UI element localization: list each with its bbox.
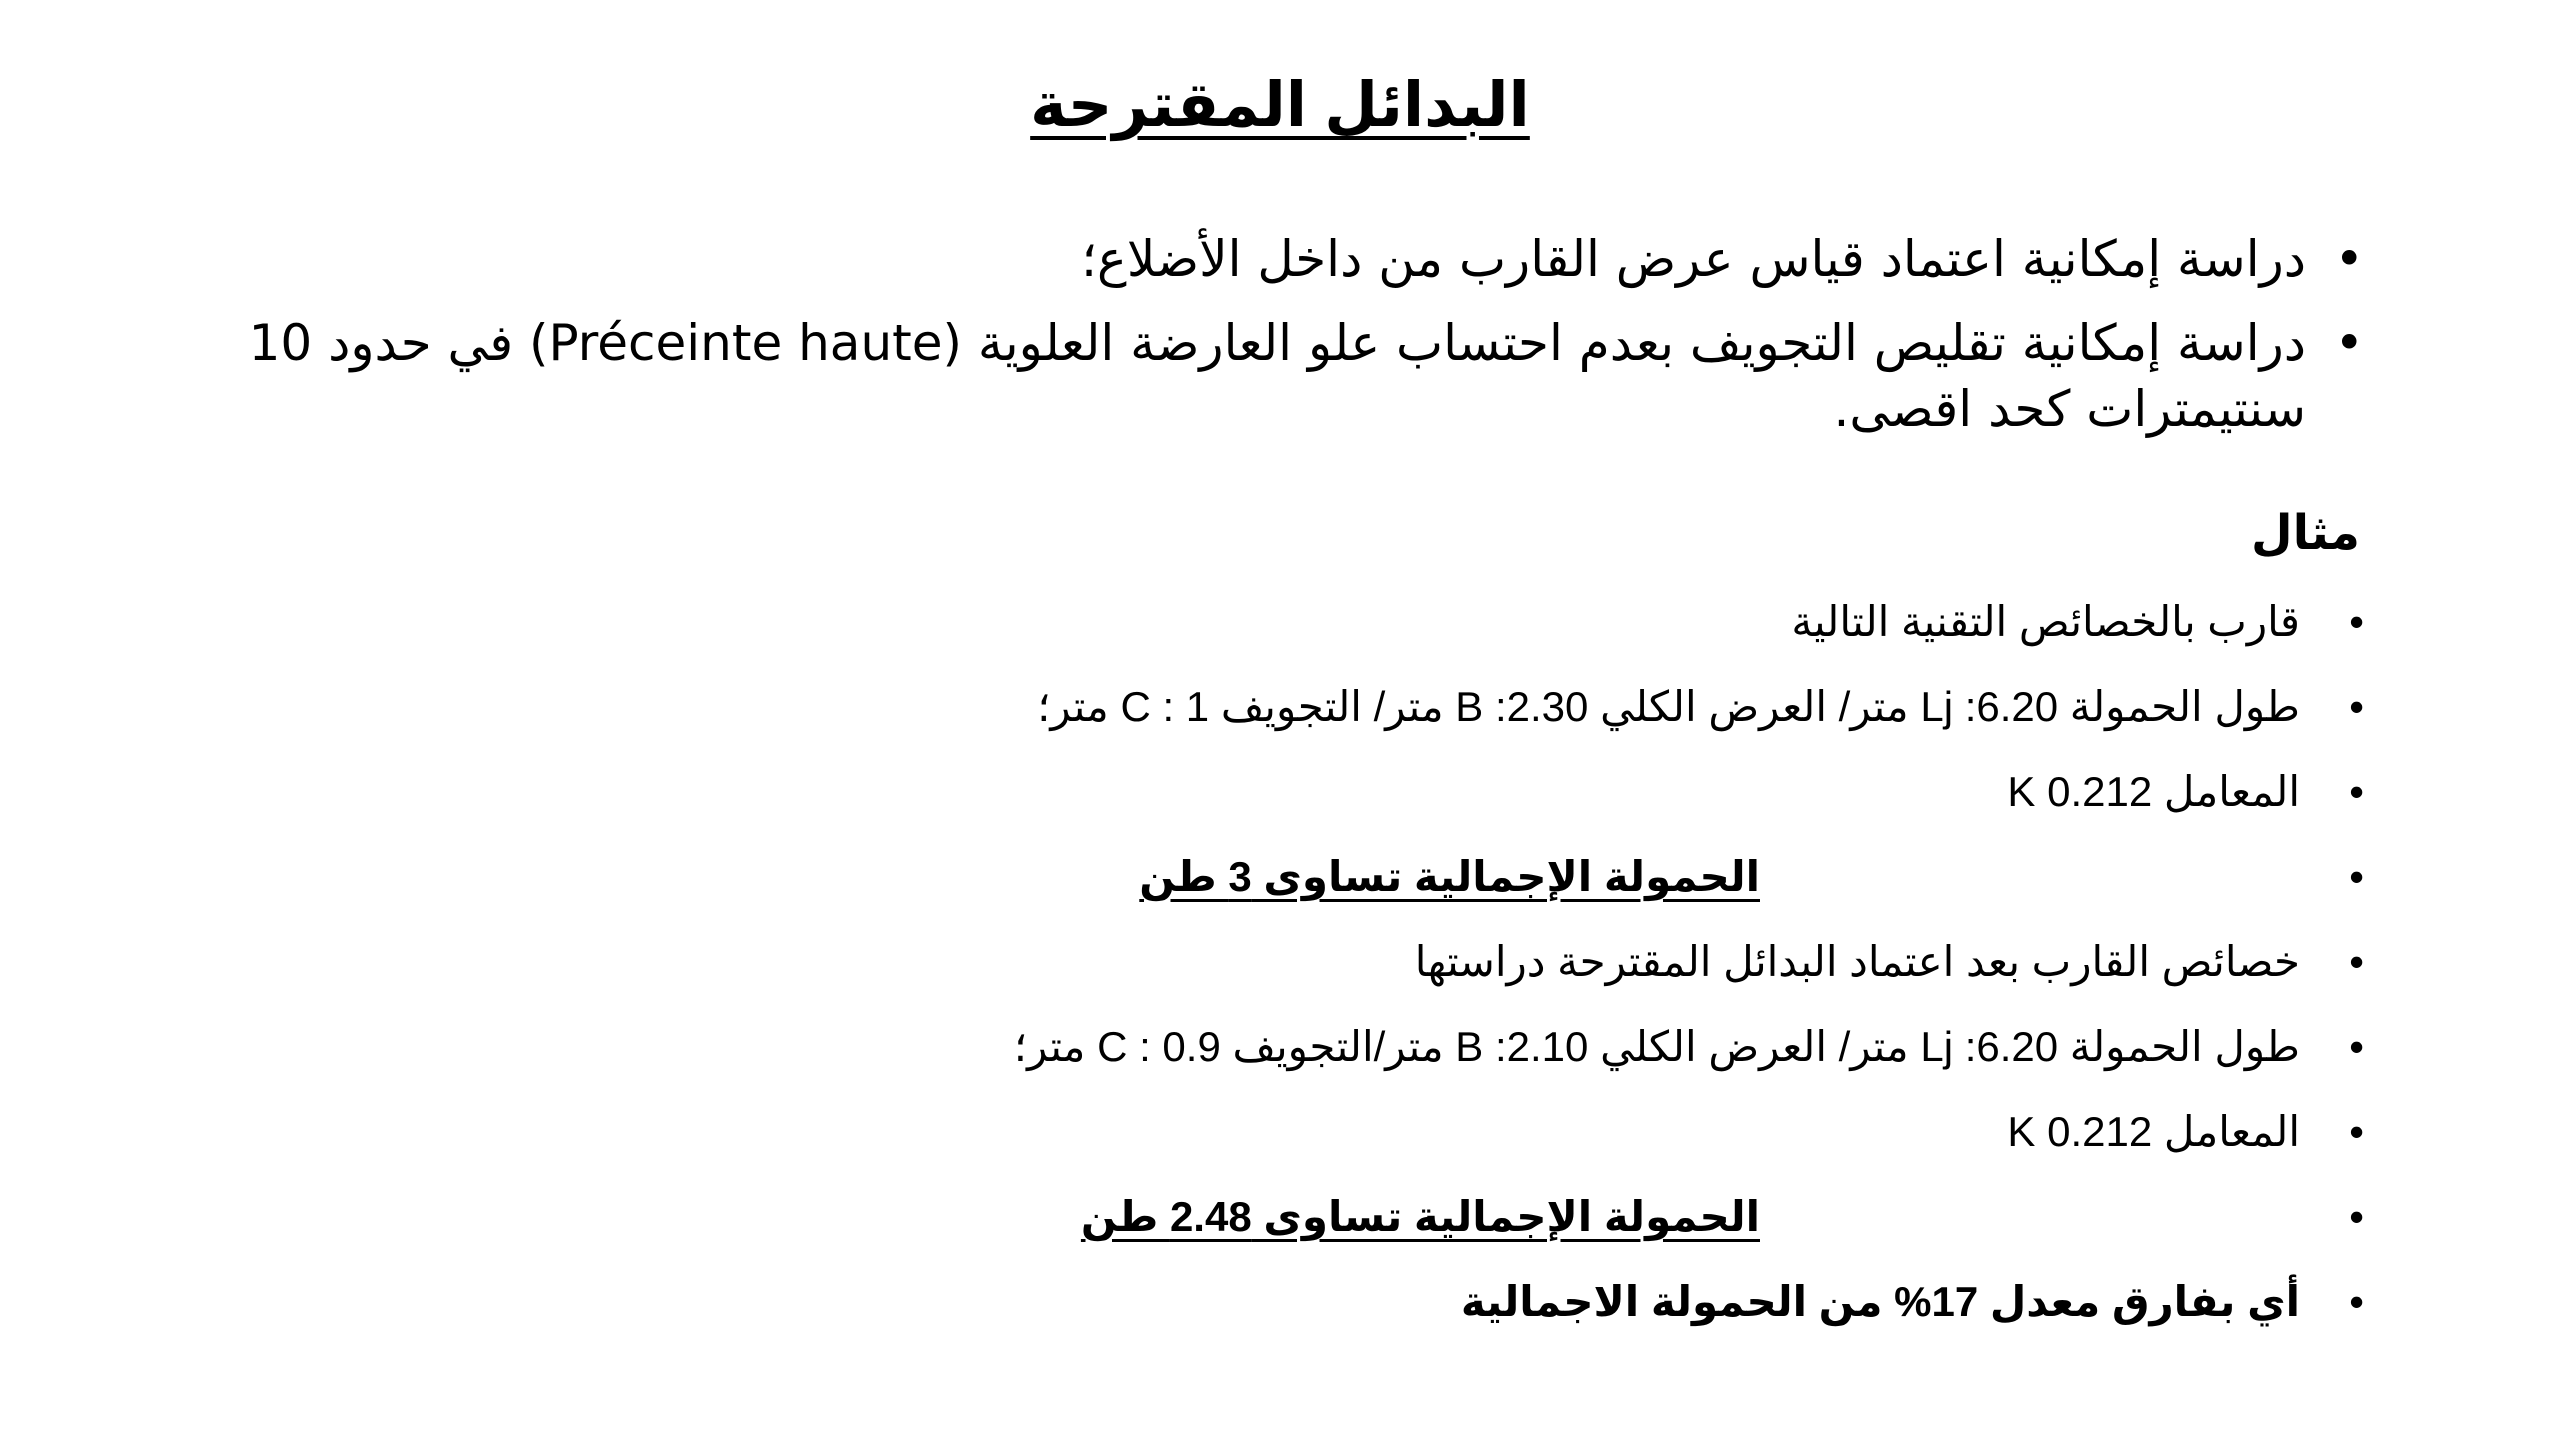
example-item	[264, 1021, 2364, 1073]
example-list	[264, 596, 2364, 1361]
bullet-icon: •	[2349, 683, 2364, 730]
total-load-item	[264, 851, 2364, 903]
example-item	[264, 1106, 2364, 1158]
example-item-text: قارب بالخصائص التقنية التالية	[1791, 598, 2300, 645]
bullet-icon: •	[2349, 1193, 2364, 1240]
bullet-icon: •	[2334, 230, 2364, 288]
proposal-text: دراسة إمكانية تقليص التجويف بعدم احتساب علو العارضة العلوية (Préceinte haute) في حدود 10 سنتيمترات كحد اقصى.	[248, 314, 2306, 438]
bullet-icon: •	[2349, 768, 2364, 815]
example-item-text: خصائص القارب بعد اعتماد البدائل المقترحة دراستها	[1414, 938, 2300, 985]
example-item	[264, 596, 2364, 648]
difference-item	[264, 1276, 2364, 1328]
total-load-text: الحمولة الإجمالية تساوى 2.48 طن	[1080, 1193, 1760, 1240]
proposal-item	[184, 226, 2364, 292]
example-item	[264, 936, 2364, 988]
example-item-text: المعامل K 0.212	[2007, 768, 2300, 815]
slide-title-text: البدائل المقترحة	[1030, 71, 1530, 140]
proposal-text: دراسة إمكانية اعتماد قياس عرض القارب من داخل الأضلاع؛	[1081, 230, 2306, 288]
example-item-text: طول الحمولة Lj :6.20 متر/ العرض الكلي B :2.10 متر/التجويف C : 0.9 متر؛	[1013, 1023, 2300, 1070]
slide-title	[0, 68, 2560, 141]
example-item	[264, 766, 2364, 818]
proposal-item	[184, 310, 2364, 442]
bullet-icon: •	[2349, 938, 2364, 985]
bullet-icon: •	[2349, 1023, 2364, 1070]
bullet-icon: •	[2349, 1108, 2364, 1155]
proposals-list	[184, 226, 2364, 460]
total-load-item	[264, 1191, 2364, 1243]
total-load-text: الحمولة الإجمالية تساوى 3 طن	[1139, 853, 1760, 900]
example-item-text: المعامل K 0.212	[2007, 1108, 2300, 1155]
bullet-icon: •	[2349, 853, 2364, 900]
difference-text: أي بفارق معدل 17% من الحمولة الاجمالية	[1460, 1278, 2300, 1325]
bullet-icon: •	[2349, 598, 2364, 645]
bullet-icon: •	[2349, 1278, 2364, 1325]
example-item	[264, 681, 2364, 733]
bullet-icon: •	[2334, 314, 2364, 372]
example-heading: مثال	[2251, 507, 2360, 560]
example-item-text: طول الحمولة Lj :6.20 متر/ العرض الكلي B :2.30 متر/ التجويف C : 1 متر؛	[1037, 683, 2300, 730]
